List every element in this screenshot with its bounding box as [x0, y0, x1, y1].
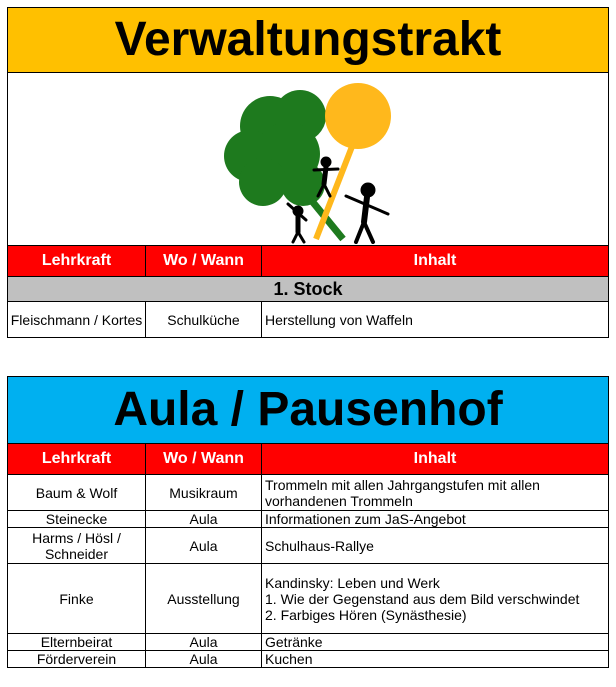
teacher-cell: Harms / Hösl / Schneider — [8, 528, 146, 564]
header-inhalt: Inhalt — [262, 444, 609, 475]
table-row — [8, 302, 609, 338]
teacher-cell: Fleischmann / Kortes — [8, 302, 146, 338]
header-lehrkraft: Lehrkraft — [8, 444, 146, 475]
location-cell: Aula — [146, 651, 262, 668]
floor-label: 1. Stock — [8, 277, 609, 302]
location-cell: Aula — [146, 511, 262, 528]
table-row — [8, 564, 609, 634]
verwaltung-table — [7, 7, 609, 338]
table-row — [8, 475, 609, 511]
content-cell: Trommeln mit allen Jahrgangstufen mit allen vorhandenen Trommeln — [262, 475, 609, 511]
table-row — [8, 511, 609, 528]
location-cell: Schulküche — [146, 302, 262, 338]
content-cell: Informationen zum JaS-Angebot — [262, 511, 609, 528]
verwaltung-block — [7, 7, 608, 338]
teacher-cell: Baum & Wolf — [8, 475, 146, 511]
header-wo-wann: Wo / Wann — [146, 444, 262, 475]
table-row — [8, 528, 609, 564]
teacher-cell: Förderverein — [8, 651, 146, 668]
content-cell: Schulhaus-Rallye — [262, 528, 609, 564]
table-row — [8, 651, 609, 668]
location-cell: Musikraum — [146, 475, 262, 511]
aula-title: Aula / Pausenhof — [8, 377, 609, 444]
content-cell: Getränke — [262, 634, 609, 651]
logo-cell — [8, 73, 609, 246]
table-row — [8, 634, 609, 651]
header-lehrkraft: Lehrkraft — [8, 246, 146, 277]
content-cell: Kuchen — [262, 651, 609, 668]
teacher-cell: Elternbeirat — [8, 634, 146, 651]
school-logo-icon — [218, 74, 398, 244]
location-cell: Aula — [146, 528, 262, 564]
content-cell: Herstellung von Waffeln — [262, 302, 609, 338]
teacher-cell: Steinecke — [8, 511, 146, 528]
aula-table — [7, 376, 609, 668]
header-inhalt: Inhalt — [262, 246, 609, 277]
verwaltung-title: Verwaltungstrakt — [8, 8, 609, 73]
header-wo-wann: Wo / Wann — [146, 246, 262, 277]
aula-block — [7, 376, 608, 668]
location-cell: Ausstellung — [146, 564, 262, 634]
location-cell: Aula — [146, 634, 262, 651]
content-cell: Kandinsky: Leben und Werk 1. Wie der Gegenstand aus dem Bild verschwindet 2. Farbiges Hören (Synästhesie) — [262, 564, 609, 634]
teacher-cell: Finke — [8, 564, 146, 634]
